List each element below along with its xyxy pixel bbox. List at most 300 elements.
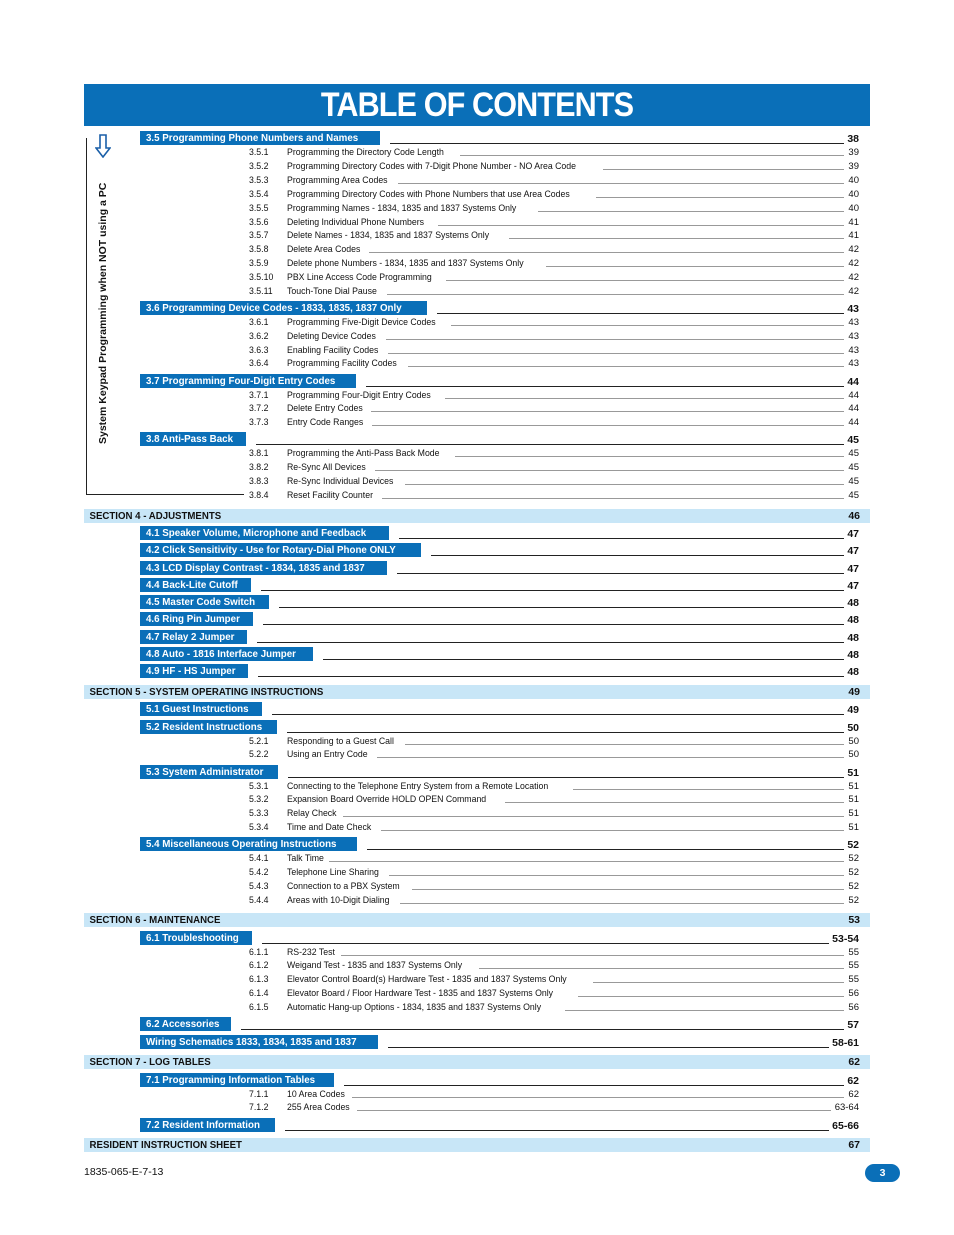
item-title: Connecting to the Telephone Entry System from a Remote Location bbox=[287, 781, 549, 792]
toc-item-row bbox=[249, 216, 859, 228]
item-title: Reset Facility Counter bbox=[287, 490, 373, 501]
leader-line bbox=[399, 538, 845, 539]
subsection-title: 3.5 Programming Phone Numbers and Names bbox=[146, 132, 359, 144]
toc-item-row bbox=[249, 946, 859, 958]
subsection-row bbox=[140, 664, 859, 678]
item-title: Weigand Test - 1835 and 1837 Systems Only bbox=[287, 960, 463, 971]
subsection-page: 48 bbox=[847, 614, 859, 626]
item-number: 3.5.5 bbox=[249, 203, 269, 214]
subsection-title: 6.1 Troubleshooting bbox=[146, 932, 239, 944]
leader-line bbox=[437, 313, 844, 314]
leader-line bbox=[377, 757, 845, 758]
leader-line bbox=[400, 903, 844, 904]
leader-line bbox=[262, 943, 829, 944]
item-number: 3.5.4 bbox=[249, 189, 269, 200]
item-page: 40 bbox=[848, 189, 859, 200]
subsection-row bbox=[140, 765, 859, 779]
leader-line bbox=[341, 955, 844, 956]
item-number: 5.3.1 bbox=[249, 781, 269, 792]
item-number: 3.8.3 bbox=[249, 476, 269, 487]
toc-item-row bbox=[249, 389, 859, 401]
item-number: 3.8.4 bbox=[249, 490, 269, 501]
toc-item-row bbox=[249, 174, 859, 186]
item-title: Programming the Directory Code Length bbox=[287, 147, 444, 158]
leader-line bbox=[272, 714, 844, 715]
item-number: 3.6.3 bbox=[249, 345, 269, 356]
subsection-row bbox=[140, 578, 859, 592]
item-page: 42 bbox=[848, 258, 859, 269]
toc-item-row bbox=[249, 880, 859, 892]
item-page: 56 bbox=[848, 1002, 859, 1013]
subsection-page: 49 bbox=[847, 704, 859, 716]
section-page: 67 bbox=[848, 1139, 860, 1151]
leader-line bbox=[241, 1029, 844, 1030]
item-page: 50 bbox=[848, 736, 859, 747]
item-title: Programming Directory Codes with Phone Numbers that use Area Codes bbox=[287, 189, 570, 200]
leader-line bbox=[538, 211, 844, 212]
leader-line bbox=[263, 624, 844, 625]
item-number: 3.8.1 bbox=[249, 448, 269, 459]
item-number: 3.7.1 bbox=[249, 390, 269, 401]
subsection-page: 48 bbox=[847, 649, 859, 661]
section-heading-row bbox=[84, 509, 870, 523]
leader-line bbox=[573, 789, 844, 790]
subsection-row bbox=[140, 526, 859, 540]
item-title: Programming Area Codes bbox=[287, 175, 388, 186]
toc-item-row bbox=[249, 229, 859, 241]
leader-line bbox=[446, 280, 844, 281]
subsection-pill bbox=[140, 1035, 378, 1049]
subsection-title: 7.2 Resident Information bbox=[146, 1119, 260, 1131]
section-heading-row bbox=[84, 1138, 870, 1152]
subsection-pill bbox=[140, 301, 427, 315]
subsection-pill bbox=[140, 647, 313, 661]
item-title: 10 Area Codes bbox=[287, 1089, 345, 1100]
subsection-row bbox=[140, 720, 859, 734]
item-number: 5.4.1 bbox=[249, 853, 269, 864]
item-number: 6.1.1 bbox=[249, 947, 269, 958]
leader-line bbox=[505, 802, 844, 803]
leader-line bbox=[460, 155, 845, 156]
subsection-pill bbox=[140, 543, 421, 557]
subsection-pill bbox=[140, 837, 357, 851]
item-number: 5.2.1 bbox=[249, 736, 269, 747]
subsection-page: 51 bbox=[847, 767, 859, 779]
leader-line bbox=[367, 849, 845, 850]
leader-line bbox=[455, 456, 845, 457]
item-title: Deleting Individual Phone Numbers bbox=[287, 217, 425, 228]
subsection-row bbox=[140, 595, 859, 609]
item-title: Expansion Board Override HOLD OPEN Command bbox=[287, 794, 487, 805]
leader-line bbox=[578, 996, 844, 997]
subsection-pill bbox=[140, 612, 253, 626]
toc-item-row bbox=[249, 1101, 859, 1113]
subsection-title: 4.2 Click Sensitivity - Use for Rotary-Dial Phone ONLY bbox=[146, 544, 396, 556]
subsection-page: 50 bbox=[847, 722, 859, 734]
item-title: Responding to a Guest Call bbox=[287, 736, 394, 747]
subsection-pill bbox=[140, 432, 246, 446]
item-number: 3.6.2 bbox=[249, 331, 269, 342]
item-page: 51 bbox=[848, 808, 859, 819]
item-number: 3.5.8 bbox=[249, 244, 269, 255]
leader-line bbox=[397, 573, 844, 574]
item-title: Talk Time bbox=[287, 853, 324, 864]
item-number: 3.6.1 bbox=[249, 317, 269, 328]
toc-item-row bbox=[249, 416, 859, 428]
subsection-row bbox=[140, 1035, 859, 1049]
item-title: Delete phone Numbers - 1834, 1835 and 1837 Systems Only bbox=[287, 258, 524, 269]
item-page: 43 bbox=[848, 331, 859, 342]
subsection-page: 45 bbox=[847, 434, 859, 446]
toc-item-row bbox=[249, 959, 859, 971]
item-page: 51 bbox=[848, 822, 859, 833]
leader-line bbox=[387, 294, 845, 295]
item-title: Programming the Anti-Pass Back Mode bbox=[287, 448, 440, 459]
subsection-title: 4.7 Relay 2 Jumper bbox=[146, 631, 235, 643]
toc-item-row bbox=[249, 344, 859, 356]
leader-line bbox=[386, 339, 845, 340]
subsection-row bbox=[140, 301, 859, 315]
leader-line bbox=[357, 1110, 831, 1111]
toc-item-row bbox=[249, 160, 859, 172]
item-page: 41 bbox=[848, 217, 859, 228]
toc-item-row bbox=[249, 821, 859, 833]
leader-line bbox=[375, 470, 845, 471]
subsection-pill bbox=[140, 374, 356, 388]
page-title: TABLE OF CONTENTS bbox=[320, 86, 634, 124]
subsection-row bbox=[140, 837, 859, 851]
subsection-page: 43 bbox=[847, 303, 859, 315]
item-title: 255 Area Codes bbox=[287, 1102, 350, 1113]
leader-line bbox=[438, 225, 845, 226]
item-title: Programming Five-Digit Device Codes bbox=[287, 317, 436, 328]
subsection-pill bbox=[140, 131, 380, 145]
subsection-page: 47 bbox=[847, 580, 859, 592]
item-page: 55 bbox=[848, 974, 859, 985]
item-page: 41 bbox=[848, 230, 859, 241]
item-page: 45 bbox=[848, 462, 859, 473]
subsection-row bbox=[140, 630, 859, 644]
item-title: Enabling Facility Codes bbox=[287, 345, 379, 356]
item-page: 52 bbox=[848, 895, 859, 906]
item-title: Programming Names - 1834, 1835 and 1837 Systems Only bbox=[287, 203, 517, 214]
item-title: Entry Code Ranges bbox=[287, 417, 364, 428]
item-number: 6.1.4 bbox=[249, 988, 269, 999]
subsection-page: 48 bbox=[847, 597, 859, 609]
item-page: 56 bbox=[848, 988, 859, 999]
subsection-page: 48 bbox=[847, 632, 859, 644]
item-title: Telephone Line Sharing bbox=[287, 867, 379, 878]
subsection-row bbox=[140, 612, 859, 626]
item-page: 40 bbox=[848, 175, 859, 186]
item-number: 3.5.11 bbox=[249, 286, 273, 297]
item-page: 51 bbox=[848, 781, 859, 792]
toc-item-row bbox=[249, 257, 859, 269]
subsection-page: 48 bbox=[847, 666, 859, 678]
item-number: 3.5.1 bbox=[249, 147, 269, 158]
subsection-row bbox=[140, 543, 859, 557]
subsection-page: 47 bbox=[847, 545, 859, 557]
toc-item-row bbox=[249, 852, 859, 864]
subsection-pill bbox=[140, 630, 247, 644]
subsection-pill bbox=[140, 1017, 231, 1031]
subsection-row bbox=[140, 374, 859, 388]
subsection-page: 52 bbox=[847, 839, 859, 851]
leader-line bbox=[323, 659, 844, 660]
subsection-pill bbox=[140, 720, 277, 734]
leader-line bbox=[371, 411, 844, 412]
subsection-title: 5.1 Guest Instructions bbox=[146, 703, 249, 715]
leader-line bbox=[366, 386, 845, 387]
item-title: Elevator Board / Floor Hardware Test - 1835 and 1837 Systems Only bbox=[287, 988, 554, 999]
subsection-title: 7.1 Programming Information Tables bbox=[146, 1074, 316, 1086]
item-title: Relay Check bbox=[287, 808, 337, 819]
item-title: PBX Line Access Code Programming bbox=[287, 272, 432, 283]
leader-line bbox=[445, 398, 844, 399]
leader-line bbox=[603, 169, 844, 170]
leader-line bbox=[546, 266, 844, 267]
leader-line bbox=[593, 982, 844, 983]
item-title: Touch-Tone Dial Pause bbox=[287, 286, 377, 297]
subsection-row bbox=[140, 131, 859, 145]
item-page: 43 bbox=[848, 317, 859, 328]
section-page: 62 bbox=[848, 1056, 860, 1068]
leader-line bbox=[565, 1010, 844, 1011]
item-page: 39 bbox=[848, 161, 859, 172]
subsection-title: Wiring Schematics 1833, 1834, 1835 and 1837 bbox=[146, 1036, 357, 1048]
subsection-pill bbox=[140, 765, 278, 779]
section-heading-row bbox=[84, 913, 870, 927]
toc-item-row bbox=[249, 735, 859, 747]
toc-item-row bbox=[249, 748, 859, 760]
subsection-pill bbox=[140, 931, 252, 945]
toc-item-row bbox=[249, 1088, 859, 1100]
subsection-row bbox=[140, 561, 859, 575]
leader-line bbox=[398, 183, 844, 184]
leader-line bbox=[509, 238, 845, 239]
section-title: SECTION 5 - SYSTEM OPERATING INSTRUCTIONS bbox=[89, 686, 324, 698]
item-number: 5.3.2 bbox=[249, 794, 269, 805]
subsection-page: 47 bbox=[847, 563, 859, 575]
subsection-pill bbox=[140, 526, 389, 540]
leader-line bbox=[369, 252, 845, 253]
subsection-pill bbox=[140, 1073, 334, 1087]
leader-line bbox=[261, 590, 845, 591]
item-page: 52 bbox=[848, 867, 859, 878]
subsection-page: 57 bbox=[847, 1019, 859, 1031]
item-number: 3.5.9 bbox=[249, 258, 269, 269]
subsection-pill bbox=[140, 595, 269, 609]
item-number: 3.6.4 bbox=[249, 358, 269, 369]
subsection-row bbox=[140, 931, 859, 945]
subsection-page: 47 bbox=[847, 528, 859, 540]
toc-item-row bbox=[249, 793, 859, 805]
toc-item-row bbox=[249, 894, 859, 906]
subsection-row bbox=[140, 702, 859, 716]
item-number: 5.3.3 bbox=[249, 808, 269, 819]
subsection-title: 4.6 Ring Pin Jumper bbox=[146, 613, 240, 625]
item-title: Re-Sync Individual Devices bbox=[287, 476, 394, 487]
subsection-title: 5.4 Miscellaneous Operating Instructions bbox=[146, 838, 337, 850]
item-number: 3.5.6 bbox=[249, 217, 269, 228]
item-title: Areas with 10-Digit Dialing bbox=[287, 895, 390, 906]
toc-item-row bbox=[249, 188, 859, 200]
toc-item-row bbox=[249, 316, 859, 328]
leader-line bbox=[381, 830, 845, 831]
leader-line bbox=[352, 1097, 845, 1098]
item-title: Connection to a PBX System bbox=[287, 881, 400, 892]
subsection-title: 3.8 Anti-Pass Back bbox=[146, 433, 234, 445]
subsection-pill bbox=[140, 578, 251, 592]
toc-item-row bbox=[249, 987, 859, 999]
subsection-title: 6.2 Accessories bbox=[146, 1018, 220, 1030]
subsection-title: 3.7 Programming Four-Digit Entry Codes bbox=[146, 375, 336, 387]
subsection-pill bbox=[140, 1118, 275, 1132]
section-title: SECTION 6 - MAINTENANCE bbox=[89, 914, 221, 926]
leader-line bbox=[257, 642, 844, 643]
item-page: 39 bbox=[848, 147, 859, 158]
item-page: 42 bbox=[848, 244, 859, 255]
toc-item-row bbox=[249, 461, 859, 473]
item-page: 45 bbox=[848, 490, 859, 501]
section-page: 49 bbox=[848, 686, 860, 698]
item-title: Time and Date Check bbox=[287, 822, 372, 833]
subsection-page: 44 bbox=[847, 376, 859, 388]
section-title: SECTION 4 - ADJUSTMENTS bbox=[89, 510, 222, 522]
section-heading-row bbox=[84, 1055, 870, 1069]
item-page: 55 bbox=[848, 947, 859, 958]
toc-item-row bbox=[249, 807, 859, 819]
item-title: Deleting Device Codes bbox=[287, 331, 376, 342]
subsection-title: 3.6 Programming Device Codes - 1833, 1835, 1837 Only bbox=[146, 302, 402, 314]
subsection-page: 62 bbox=[847, 1075, 859, 1087]
leader-line bbox=[389, 875, 845, 876]
leader-line bbox=[431, 555, 845, 556]
section-heading-row bbox=[84, 685, 870, 699]
subsection-pill bbox=[140, 664, 248, 678]
toc-item-row bbox=[249, 475, 859, 487]
subsection-pill bbox=[140, 702, 262, 716]
toc-item-row bbox=[249, 402, 859, 414]
item-page: 55 bbox=[848, 960, 859, 971]
leader-line bbox=[372, 425, 845, 426]
item-title: Elevator Control Board(s) Hardware Test - 1835 and 1837 Systems Only bbox=[287, 974, 567, 985]
item-number: 3.8.2 bbox=[249, 462, 269, 473]
subsection-page: 53-54 bbox=[832, 933, 859, 945]
item-title: Programming Facility Codes bbox=[287, 358, 397, 369]
item-number: 6.1.2 bbox=[249, 960, 269, 971]
item-number: 5.4.3 bbox=[249, 881, 269, 892]
subsection-title: 4.9 HF - HS Jumper bbox=[146, 665, 236, 677]
item-number: 7.1.1 bbox=[249, 1089, 269, 1100]
item-title: Programming Four-Digit Entry Codes bbox=[287, 390, 431, 401]
item-number: 3.5.2 bbox=[249, 161, 269, 172]
item-title: Delete Entry Codes bbox=[287, 403, 363, 414]
toc-item-row bbox=[249, 202, 859, 214]
leader-line bbox=[343, 816, 845, 817]
subsection-title: 5.2 Resident Instructions bbox=[146, 721, 263, 733]
toc-item-row bbox=[249, 357, 859, 369]
item-page: 42 bbox=[848, 286, 859, 297]
subsection-pill bbox=[140, 561, 387, 575]
item-number: 5.4.4 bbox=[249, 895, 269, 906]
item-page: 42 bbox=[848, 272, 859, 283]
section-title: RESIDENT INSTRUCTION SHEET bbox=[89, 1139, 242, 1151]
subsection-page: 65-66 bbox=[832, 1120, 859, 1132]
leader-line bbox=[408, 366, 844, 367]
item-page: 40 bbox=[848, 203, 859, 214]
item-page: 63-64 bbox=[834, 1102, 859, 1113]
leader-line bbox=[479, 968, 844, 969]
item-page: 44 bbox=[848, 390, 859, 401]
subsection-row bbox=[140, 1118, 859, 1132]
item-page: 43 bbox=[848, 358, 859, 369]
subsection-row bbox=[140, 647, 859, 661]
subsection-page: 38 bbox=[847, 133, 859, 145]
item-title: Delete Area Codes bbox=[287, 244, 361, 255]
leader-line bbox=[412, 889, 845, 890]
item-title: Using an Entry Code bbox=[287, 749, 368, 760]
subsection-row bbox=[140, 1073, 859, 1087]
item-number: 5.4.2 bbox=[249, 867, 269, 878]
item-page: 45 bbox=[848, 476, 859, 487]
item-number: 3.7.3 bbox=[249, 417, 269, 428]
leader-line bbox=[329, 861, 844, 862]
item-page: 50 bbox=[848, 749, 859, 760]
page-number-badge: 3 bbox=[865, 1164, 900, 1182]
section-title: SECTION 7 - LOG TABLES bbox=[89, 1056, 211, 1068]
leader-line bbox=[279, 607, 844, 608]
toc-item-row bbox=[249, 146, 859, 158]
leader-line bbox=[390, 143, 844, 144]
toc-item-row bbox=[249, 973, 859, 985]
item-number: 6.1.3 bbox=[249, 974, 269, 985]
leader-line bbox=[285, 1130, 830, 1131]
leader-line bbox=[405, 744, 844, 745]
item-number: 3.5.10 bbox=[249, 272, 274, 283]
item-page: 44 bbox=[848, 417, 859, 428]
leader-line bbox=[256, 444, 845, 445]
item-page: 62 bbox=[848, 1089, 859, 1100]
item-number: 5.2.2 bbox=[249, 749, 269, 760]
item-page: 52 bbox=[848, 853, 859, 864]
item-page: 43 bbox=[848, 345, 859, 356]
leader-line bbox=[288, 777, 844, 778]
item-page: 52 bbox=[848, 881, 859, 892]
leader-line bbox=[258, 676, 844, 677]
subsection-title: 4.4 Back-Lite Cutoff bbox=[146, 579, 238, 591]
leader-line bbox=[344, 1085, 844, 1086]
leader-line bbox=[382, 498, 844, 499]
item-number: 3.7.2 bbox=[249, 403, 269, 414]
subsection-title: 4.8 Auto - 1816 Interface Jumper bbox=[146, 648, 296, 660]
toc-item-row bbox=[249, 1001, 859, 1013]
item-title: Programming Directory Codes with 7-Digit Phone Number - NO Area Code bbox=[287, 161, 577, 172]
item-title: Automatic Hang-up Options - 1834, 1835 and 1837 Systems Only bbox=[287, 1002, 542, 1013]
toc-item-row bbox=[249, 447, 859, 459]
leader-line bbox=[596, 197, 844, 198]
item-number: 7.1.2 bbox=[249, 1102, 269, 1113]
subsection-title: 4.1 Speaker Volume, Microphone and Feedback bbox=[146, 527, 367, 539]
subsection-row bbox=[140, 432, 859, 446]
toc-item-row bbox=[249, 285, 859, 297]
section-page: 53 bbox=[848, 914, 860, 926]
toc-item-row bbox=[249, 330, 859, 342]
item-title: Delete Names - 1834, 1835 and 1837 Systems Only bbox=[287, 230, 490, 241]
subsection-page: 58-61 bbox=[832, 1037, 859, 1049]
item-number: 5.3.4 bbox=[249, 822, 269, 833]
subsection-title: 4.5 Master Code Switch bbox=[146, 596, 256, 608]
